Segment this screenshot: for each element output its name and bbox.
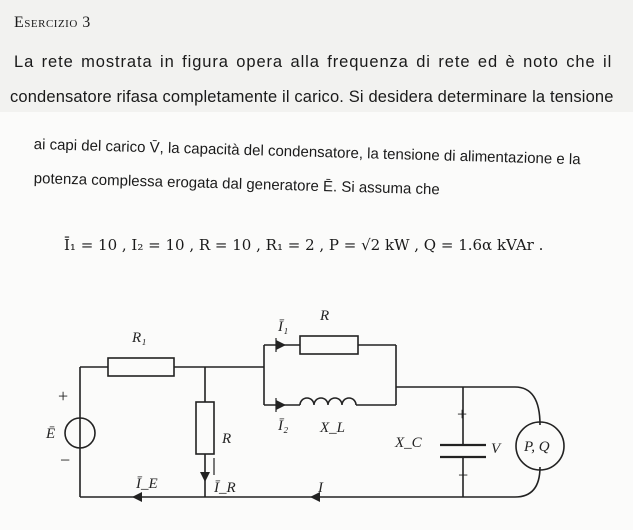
text-line-4: potenza complessa erogata dal generatore Ē. Si assuma che [33,170,440,199]
arrow-i2 [276,400,286,410]
label-r1: R₁ [132,330,147,346]
arrow-ie [132,492,142,502]
label-ir: Ī_R [214,480,236,496]
resistor-r-top [300,336,358,354]
resistor-r-mid [196,402,214,454]
label-r-mid: R [222,431,232,447]
label-e: Ē [46,426,56,442]
text-line-3: ai capi del carico V̄, la capacità del condensatore, la tensione di alimentazione e la [33,136,581,169]
label-i: I [318,480,323,496]
label-pq: P, Q [524,439,550,455]
cap-minus-sign: − [458,465,469,485]
label-v: V [491,441,501,457]
text-line-1: La rete mostrata in figura opera alla frequenza di rete ed è noto che il [14,53,613,71]
inductor-xl [300,398,356,405]
label-ie: Ī_E [136,476,158,492]
gen-plus-sign: + [58,386,69,406]
cap-plus-sign: + [457,404,468,424]
exercise-heading: Esercizio 3 [14,14,91,31]
text-line-2: condensatore rifasa completamente il carico. Si desidera determinare la tensione [10,88,614,106]
given-values: Ī₁ = 10 , I₂ = 10 , R = 10 , R₁ = 2 , P = √2 kW , Q = 1.6α kVAr . [64,236,544,254]
label-r-top: R [320,308,330,324]
label-i2: Ī₂ [278,418,289,434]
label-xl: X_L [320,420,346,436]
label-i1: Ī₁ [278,319,289,335]
label-xc: X_C [395,435,422,451]
gen-minus-sign: − [60,450,71,470]
arrow-ir [200,472,210,482]
arrow-i1 [276,340,286,350]
resistor-r1 [108,358,174,376]
